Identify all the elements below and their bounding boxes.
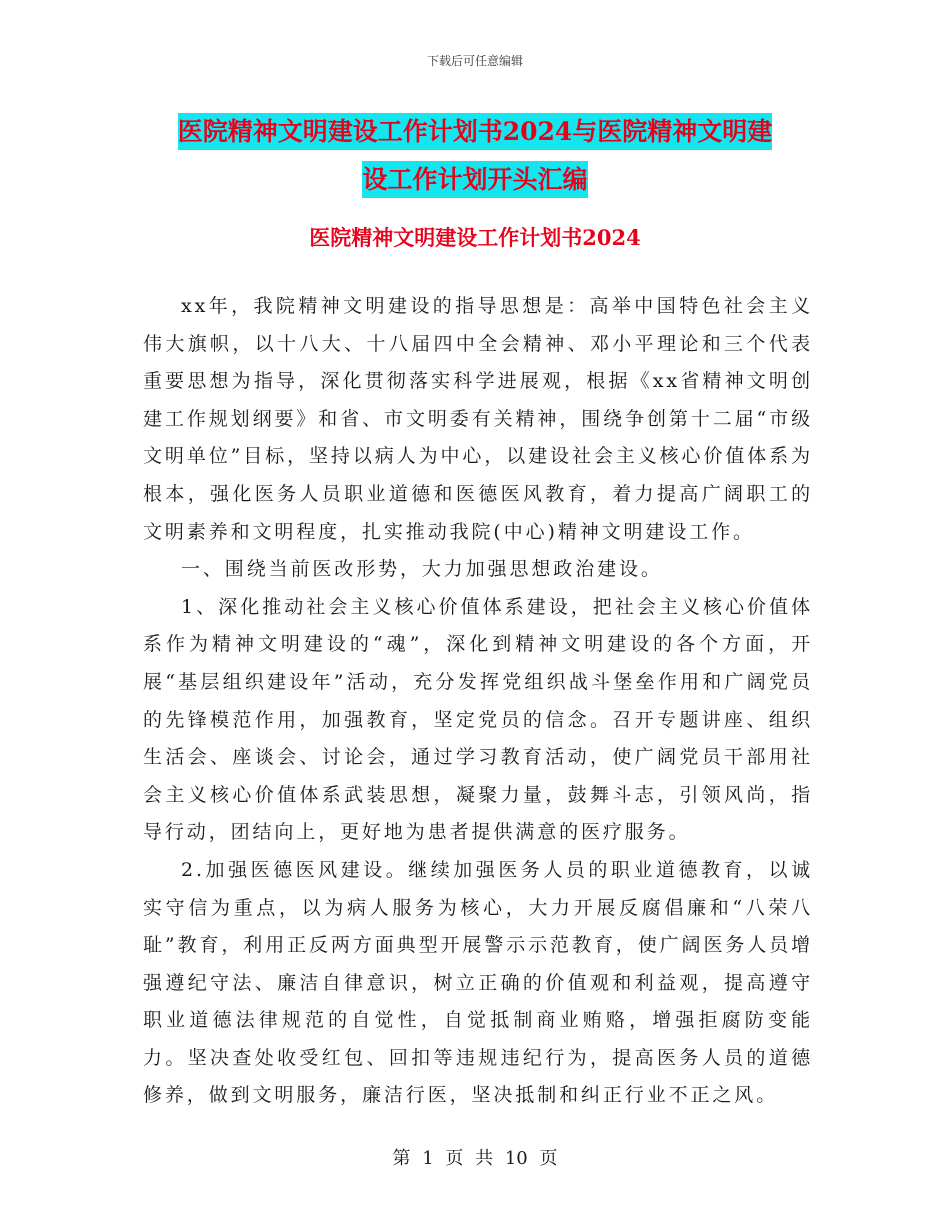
title-line-2: 设工作计划开头汇编 bbox=[362, 161, 587, 198]
header-note: 下载后可任意编辑 bbox=[426, 54, 523, 68]
document-title bbox=[0, 108, 950, 204]
paragraph: xx年，我院精神文明建设的指导思想是：高举中国特色社会主义伟大旗帜，以十八大、十八届四中全会精神、邓小平理论和三个代表重要思想为指导，深化贯彻落实科学进展观，根据《xx省精神文明创建工作规划纲要》和省、市文明委有关精神，围绕争创第十二届“市级文明单位”目标，坚持以病人为中心，以建设社会主义核心价值体系为根本，强化医务人员职业道德和医德医风教育，着力提高广阔职工的文明素养和文明程度，扎实推动我院(中心)精神文明建设工作。 bbox=[143, 295, 813, 543]
section-title: 医院精神文明建设工作计划书2024 bbox=[309, 225, 641, 250]
page-footer: 第 1 页 共 10 页 bbox=[392, 1148, 558, 1169]
paragraph: 1、深化推动社会主义核心价值体系建设，把社会主义核心价值体系作为精神文明建设的“魂”，深化到精神文明建设的各个方面，开展“基层组织建设年”活动，充分发挥党组织战斗堡垒作用和广阔党员的先锋模范作用，加强教育，坚定党员的信念。召开专题讲座、组织生活会、座谈会、讨论会，通过学习教育活动，使广阔党员干部用社会主义核心价值体系武装思想，凝聚力量，鼓舞斗志，引领风尚，指导行动，团结向上，更好地为患者提供满意的医疗服务。 bbox=[143, 595, 813, 844]
document-body bbox=[143, 288, 813, 1115]
title-line-1: 医院精神文明建设工作计划书2024与医院精神文明建 bbox=[178, 113, 773, 150]
paragraph: 2.加强医德医风建设。继续加强医务人员的职业道德教育，以诚实守信为重点，以为病人服务为核心，大力开展反腐倡廉和“八荣八耻”教育，利用正反两方面典型开展警示示范教育，使广阔医务人员增强遵纪守法、廉洁自律意识，树立正确的价值观和利益观，提高遵守职业道德法律规范的自觉性，自觉抵制商业贿赂，增强拒腐防变能力。坚决查处收受红包、回扣等违规违纪行为，提高医务人员的道德修养，做到文明服务，廉洁行医，坚决抵制和纠正行业不正之风。 bbox=[143, 858, 813, 1107]
paragraph: 一、围绕当前医改形势，大力加强思想政治建设。 bbox=[181, 558, 663, 581]
